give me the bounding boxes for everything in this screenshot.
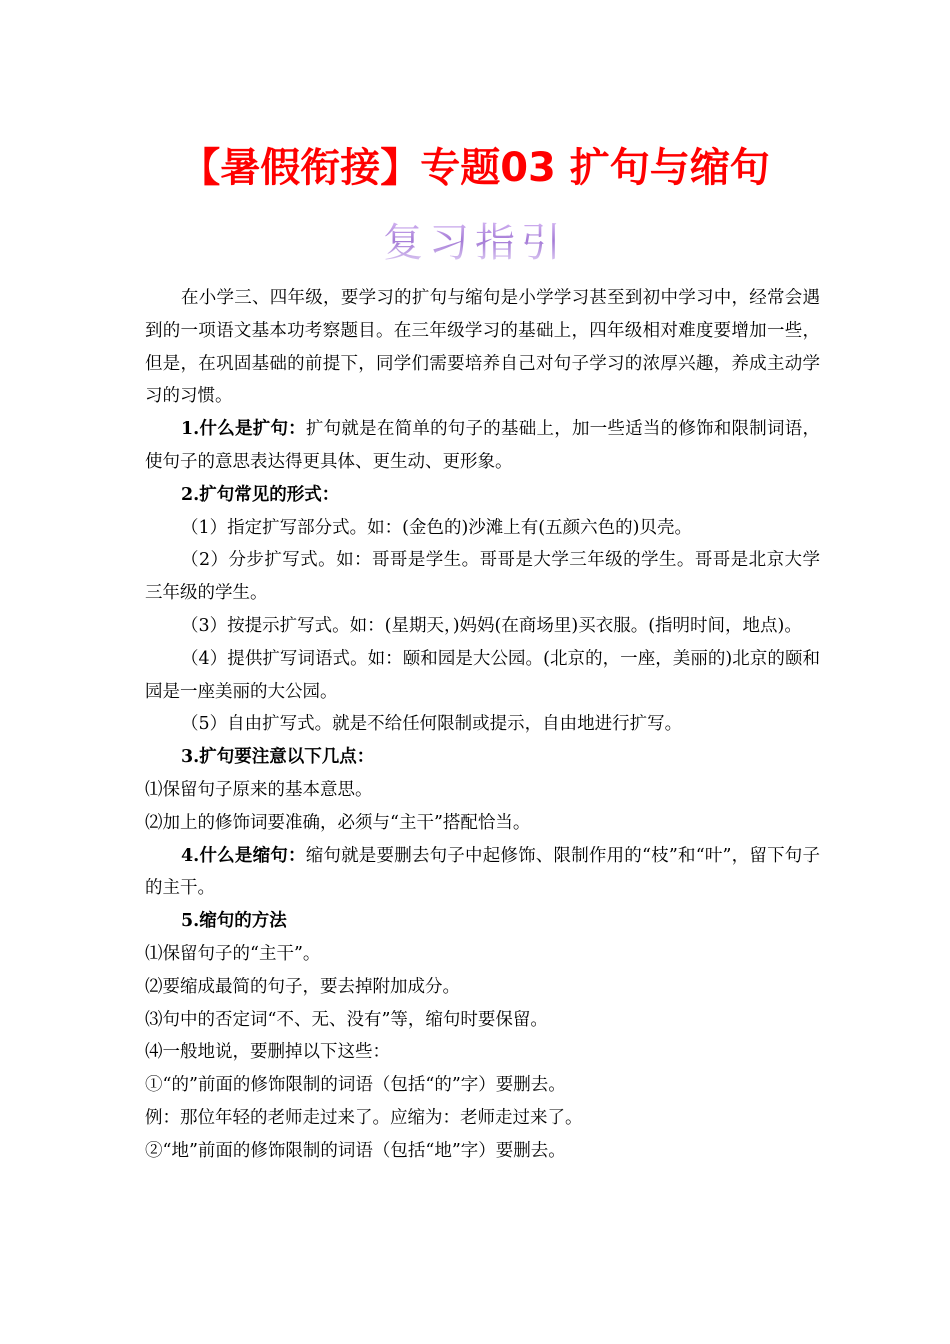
section-3-heading: 3.扩句要注意以下几点： — [181, 747, 375, 768]
section-5-item-7: ②“地”前面的修饰限制的词语（包括“地”字）要删去。 — [145, 1140, 566, 1161]
subtitle-text: 复习指引 — [383, 220, 567, 266]
section-1-heading: 1.什么是扩句： — [181, 419, 306, 440]
section-2-heading: 2.扩句常见的形式： — [181, 484, 340, 505]
document-body — [145, 282, 820, 1168]
section-5-item-4: ⑷一般地说，要删掉以下这些： — [145, 1042, 390, 1063]
section-4-heading: 4.什么是缩句： — [181, 845, 306, 866]
section-3-item-1: ⑴保留句子原来的基本意思。 — [145, 779, 373, 800]
section-5-item-2: ⑵要缩成最简的句子，要去掉附加成分。 — [145, 976, 460, 997]
section-4-paragraph — [145, 840, 820, 906]
section-5-item-1: ⑴保留句子的“主干”。 — [145, 943, 321, 964]
section-2-item-2: （2）分步扩写式。如：哥哥是学生。哥哥是大学三年级的学生。哥哥是北京大学三年级的学生。 — [145, 550, 820, 604]
section-2-item-4: （4）提供扩写词语式。如：颐和园是大公园。(北京的，一座，美丽的)北京的颐和园是一座美丽的大公园。 — [145, 648, 820, 702]
section-5-item-3: ⑶句中的否定词“不、无、没有”等，缩句时要保留。 — [145, 1009, 548, 1030]
section-5-item-5: ①“的”前面的修饰限制的词语（包括“的”字）要删去。 — [145, 1075, 566, 1096]
section-3-item-2: ⑵加上的修饰词要准确，必须与“主干”搭配恰当。 — [145, 812, 531, 833]
section-subtitle — [0, 214, 950, 272]
section-5-item-6: 例：那位年轻的老师走过来了。应缩为：老师走过来了。 — [145, 1107, 583, 1128]
section-4-text: 缩句就是要删去句子中起修饰、限制作用的“枝”和“叶”，留下句子的主干。 — [145, 845, 820, 899]
section-1-paragraph — [145, 413, 820, 479]
section-2-item-3: （3）按提示扩写式。如：(星期天，)妈妈(在商场里)买衣服。(指明时间，地点)。 — [181, 615, 802, 636]
section-2-item-1: （1）指定扩写部分式。如：(金色的)沙滩上有(五颜六色的)贝壳。 — [181, 517, 692, 538]
document-title: 【暑假衔接】专题03 扩句与缩句 — [180, 145, 770, 191]
intro-paragraph: 在小学三、四年级，要学习的扩句与缩句是小学学习甚至到初中学习中，经常会遇到的一项语文基本功考察题目。在三年级学习的基础上，四年级相对难度要增加一些，但是，在巩固基础的前提下，同学们需要培养自己对句子学习的浓厚兴趣，养成主动学习的习惯。 — [145, 288, 820, 407]
section-2-item-5: （5）自由扩写式。就是不给任何限制或提示，自由地进行扩写。 — [181, 714, 683, 735]
section-5-heading: 5.缩句的方法 — [181, 911, 287, 932]
section-1-text: 扩句就是在简单的句子的基础上，加一些适当的修饰和限制词语，使句子的意思表达得更具体、更生动、更形象。 — [145, 419, 820, 472]
